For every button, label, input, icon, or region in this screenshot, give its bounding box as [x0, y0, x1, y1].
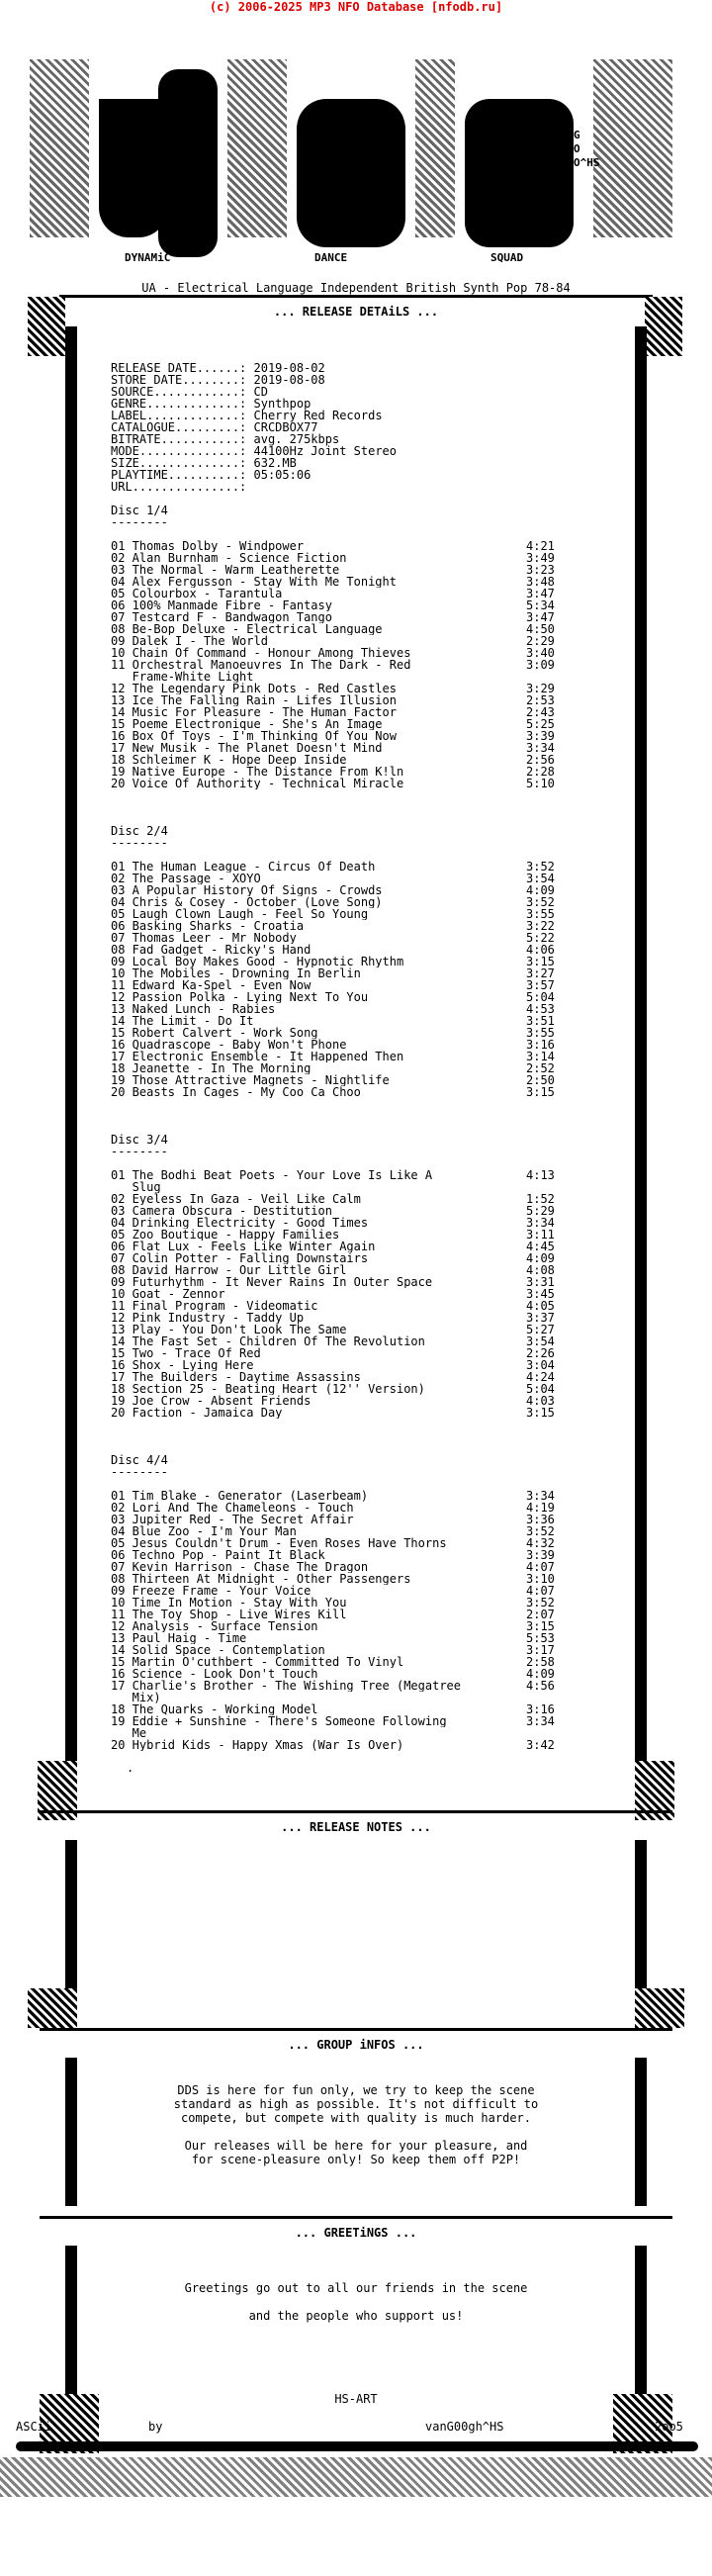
track-title: 04 Chris & Cosey - October (Love Song) [111, 896, 383, 908]
logo-word-dynamic: DYNAMiC [125, 251, 171, 264]
track-duration: 3:29 [526, 682, 555, 695]
track-duration: 3:34 [526, 1489, 555, 1503]
track-duration: 4:09 [526, 883, 555, 897]
track-duration: 3:52 [526, 1596, 555, 1610]
details-section-label: ... RELEASE DETAiLS ... [273, 305, 439, 319]
track-title: 03 Camera Obscura - Destitution [111, 1205, 332, 1217]
side-tag-2: O [574, 142, 580, 155]
track-title: 12 Pink Industry - Taddy Up [111, 1312, 305, 1324]
track-duration: 3:27 [526, 966, 555, 980]
track-duration: 3:40 [526, 646, 555, 660]
track-duration: 4:13 [526, 1168, 555, 1182]
footer-artist: vanG00gh^HS [425, 2420, 504, 2434]
track-duration: 4:03 [526, 1394, 555, 1408]
track-row [111, 1407, 605, 1419]
track-title: 18 Schleimer K - Hope Deep Inside [111, 754, 347, 766]
track-title: 06 Flat Lux - Feels Like Winter Again [111, 1241, 376, 1252]
track-title: 10 Time In Motion - Stay With You [111, 1597, 347, 1609]
track-title: 06 Techno Pop - Paint It Black [111, 1549, 325, 1561]
track-title: 03 Jupiter Red - The Secret Affair [111, 1514, 354, 1525]
detail-key: URL...............: [111, 480, 247, 494]
track-duration: 3:22 [526, 919, 555, 933]
track-duration: 3:09 [526, 658, 555, 672]
track-title: 02 Eyeless In Gaza - Veil Like Calm [111, 1193, 361, 1205]
disc-title: Disc 1/4 [111, 504, 168, 517]
detail-value: 05:05:06 [246, 468, 312, 482]
greetings-line-2: and the people who support us! [248, 2309, 464, 2323]
track-row [111, 659, 605, 671]
disc-underline: -------- [111, 836, 168, 850]
track-title: 04 Alex Fergusson - Stay With Me Tonight [111, 576, 397, 588]
track-title: Frame-White Light [111, 671, 254, 683]
track-title: 12 Analysis - Surface Tension [111, 1620, 318, 1632]
disc-underline: -------- [111, 515, 168, 529]
track-duration: 4:50 [526, 622, 555, 636]
track-duration: 5:22 [526, 931, 555, 945]
track-duration: 2:53 [526, 693, 555, 707]
track-title: 10 Goat - Zennor [111, 1288, 225, 1300]
track-duration: 2:29 [526, 634, 555, 648]
track-title: 16 Shox - Lying Here [111, 1359, 254, 1371]
track-duration: 3:54 [526, 872, 555, 885]
footer-ascii: ASCii [16, 2420, 52, 2434]
track-duration: 2:26 [526, 1346, 555, 1360]
greetings-section-label: ... GREETiNGS ... [295, 2226, 417, 2240]
track-title: 03 A Popular History Of Signs - Crowds [111, 884, 383, 896]
track-title: 10 The Mobiles - Drowning In Berlin [111, 967, 361, 979]
track-duration: 3:11 [526, 1228, 555, 1242]
track-title: 05 Colourbox - Tarantula [111, 588, 283, 599]
track-title: 06 100% Manmade Fibre - Fantasy [111, 599, 332, 611]
track-title: 20 Voice Of Authority - Technical Miracle [111, 778, 404, 789]
track-title: 19 Eddie + Sunshine - There's Someone Following [111, 1715, 447, 1727]
track-duration: 3:55 [526, 907, 555, 921]
track-duration: 3:42 [526, 1738, 555, 1752]
detail-key: SOURCE............: [111, 385, 247, 399]
copyright-header: (c) 2006-2025 MP3 NFO Database [nfodb.ru] [209, 0, 503, 14]
track-title: 08 Thirteen At Midnight - Other Passengers [111, 1573, 411, 1585]
track-duration: 2:07 [526, 1608, 555, 1621]
track-title: 11 Final Program - Videomatic [111, 1300, 318, 1312]
track-row [111, 778, 605, 789]
footer-by: by [148, 2420, 163, 2434]
track-duration: 2:52 [526, 1061, 555, 1075]
track-duration: 3:14 [526, 1050, 555, 1063]
track-duration: 3:57 [526, 978, 555, 992]
disc-title: Disc 2/4 [111, 824, 168, 838]
track-duration: 4:24 [526, 1370, 555, 1384]
track-duration: 3:39 [526, 729, 555, 743]
track-title: 04 Blue Zoo - I'm Your Man [111, 1525, 297, 1537]
track-duration: 5:53 [526, 1631, 555, 1645]
detail-key: SIZE..............: [111, 456, 247, 470]
track-title: 17 Electronic Ensemble - It Happened Then [111, 1051, 404, 1062]
detail-value: avg. 275kbps [246, 432, 340, 446]
track-duration: 3:15 [526, 1085, 555, 1099]
track-duration: 2:43 [526, 705, 555, 719]
track-duration: 3:54 [526, 1334, 555, 1348]
detail-value: 2019-08-02 [246, 361, 325, 375]
track-title: 08 David Harrow - Our Little Girl [111, 1264, 347, 1276]
track-duration: 3:52 [526, 895, 555, 909]
detail-row [111, 481, 605, 493]
logo-word-dance: DANCE [314, 251, 348, 264]
track-title: 08 Be-Bop Deluxe - Electrical Language [111, 623, 383, 635]
side-tag-3: O^HS [574, 156, 600, 169]
track-title: 09 Futurhythm - It Never Rains In Outer Space [111, 1276, 433, 1288]
track-title: 12 Passion Polka - Lying Next To You [111, 991, 369, 1003]
track-title: 17 The Builders - Daytime Assassins [111, 1371, 361, 1383]
detail-value: 632.MB [246, 456, 297, 470]
track-title: 02 Lori And The Chameleons - Touch [111, 1502, 354, 1514]
detail-key: GENRE.............: [111, 397, 247, 411]
detail-key: MODE..............: [111, 444, 247, 458]
disc-title: Disc 4/4 [111, 1453, 168, 1467]
detail-key: PLAYTIME..........: [111, 468, 247, 482]
track-duration: 3:15 [526, 955, 555, 968]
track-duration: 4:45 [526, 1240, 555, 1253]
track-title: 09 Freeze Frame - Your Voice [111, 1585, 312, 1597]
track-duration: 3:49 [526, 551, 555, 565]
disc-underline: -------- [111, 1465, 168, 1479]
track-title: Mix) [111, 1692, 161, 1703]
release-details [111, 362, 605, 493]
track-title: 13 Ice The Falling Rain - Lifes Illusion [111, 694, 397, 706]
track-row [111, 1680, 605, 1692]
track-duration: 5:29 [526, 1204, 555, 1218]
detail-value: Cherry Red Records [246, 409, 383, 422]
track-title: 07 Testcard F - Bandwagon Tango [111, 611, 332, 623]
detail-key: LABEL.............: [111, 409, 247, 422]
track-duration: 3:45 [526, 1287, 555, 1301]
track-title: 01 Tim Blake - Generator (Laserbeam) [111, 1490, 369, 1502]
notes-section-label: ... RELEASE NOTES ... [281, 1820, 431, 1834]
track-title: 01 The Bodhi Beat Poets - Your Love Is Like A [111, 1169, 433, 1181]
track-title: 07 Kevin Harrison - Chase The Dragon [111, 1561, 369, 1573]
track-title: 19 Joe Crow - Absent Friends [111, 1395, 312, 1407]
track-duration: 3:16 [526, 1702, 555, 1716]
track-title: 12 The Legendary Pink Dots - Red Castles [111, 683, 397, 694]
track-title: 10 Chain Of Command - Honour Among Thieves [111, 647, 411, 659]
track-title: 03 The Normal - Warm Leatherette [111, 564, 340, 576]
track-duration: 4:09 [526, 1251, 555, 1265]
track-title: 13 Play - You Don't Look The Same [111, 1324, 347, 1335]
detail-key: RELEASE DATE......: [111, 361, 247, 375]
track-title: 15 Martin O'cuthbert - Committed To Vinyl [111, 1656, 404, 1668]
track-title: 20 Hybrid Kids - Happy Xmas (War Is Over) [111, 1739, 404, 1751]
track-row [111, 1086, 605, 1098]
track-duration: 3:37 [526, 1311, 555, 1325]
track-title: 09 Dalek I - The World [111, 635, 268, 647]
dds-logo [0, 40, 712, 287]
greetings-line-1: Greetings go out to all our friends in the scene [184, 2281, 528, 2295]
track-title: 18 Section 25 - Beating Heart (12'' Version) [111, 1383, 425, 1395]
track-title: 05 Zoo Boutique - Happy Families [111, 1229, 340, 1241]
track-title: 17 New Musik - The Planet Doesn't Mind [111, 742, 383, 754]
logo-word-squad: SQUAD [490, 251, 524, 264]
detail-key: CATALOGUE.........: [111, 420, 247, 434]
track-title: 13 Paul Haig - Time [111, 1632, 247, 1644]
track-title: 06 Basking Sharks - Croatia [111, 920, 305, 932]
track-duration: 3:16 [526, 1038, 555, 1052]
track-title: 01 The Human League - Circus Of Death [111, 861, 376, 873]
track-duration: 4:21 [526, 539, 555, 553]
track-title: 19 Native Europe - The Distance From K!ln [111, 766, 404, 778]
track-title: 07 Colin Potter - Falling Downstairs [111, 1252, 369, 1264]
track-duration: 2:58 [526, 1655, 555, 1669]
track-duration: 3:34 [526, 741, 555, 755]
release-notes-body: . [127, 1761, 134, 1775]
track-title: 17 Charlie's Brother - The Wishing Tree (Megatree [111, 1680, 462, 1692]
track-duration: 3:31 [526, 1275, 555, 1289]
detail-value: Synthpop [246, 397, 312, 411]
track-duration: 1:52 [526, 1192, 555, 1206]
track-duration: 2:28 [526, 765, 555, 779]
track-title: 15 Poeme Electronique - She's An Image [111, 718, 383, 730]
track-duration: 3:36 [526, 1513, 555, 1526]
track-title: 13 Naked Lunch - Rabies [111, 1003, 276, 1015]
track-duration: 4:05 [526, 1299, 555, 1313]
detail-key: BITRATE...........: [111, 432, 247, 446]
track-duration: 4:56 [526, 1679, 555, 1693]
track-title: 07 Thomas Leer - Mr Nobody [111, 932, 297, 944]
track-duration: 3:17 [526, 1643, 555, 1657]
track-row [111, 1715, 605, 1727]
track-duration: 4:09 [526, 1667, 555, 1681]
track-title: 18 Jeanette - In The Morning [111, 1062, 312, 1074]
detail-key: STORE DATE........: [111, 373, 247, 387]
tracklist [111, 505, 605, 1751]
detail-value: 44100Hz Joint Stereo [246, 444, 397, 458]
track-duration: 3:34 [526, 1714, 555, 1728]
footer-year: 2oo5 [655, 2420, 683, 2434]
track-title: 11 The Toy Shop - Live Wires Kill [111, 1609, 347, 1620]
track-duration: 5:34 [526, 598, 555, 612]
track-title: 02 Alan Burnham - Science Fiction [111, 552, 347, 564]
detail-value: CD [246, 385, 268, 399]
disc-title: Disc 3/4 [111, 1133, 168, 1147]
track-duration: 4:06 [526, 943, 555, 957]
track-title: 15 Robert Calvert - Work Song [111, 1027, 318, 1039]
track-duration: 2:56 [526, 753, 555, 767]
track-title: 01 Thomas Dolby - Windpower [111, 540, 305, 552]
track-duration: 3:34 [526, 1216, 555, 1230]
disc-underline: -------- [111, 1145, 168, 1158]
side-tag-1: G [574, 129, 580, 141]
track-title: 16 Quadrascope - Baby Won't Phone [111, 1039, 347, 1051]
track-title: 14 The Fast Set - Children Of The Revolution [111, 1335, 425, 1347]
track-duration: 4:32 [526, 1536, 555, 1550]
track-duration: 3:15 [526, 1619, 555, 1633]
track-title: 11 Orchestral Manoeuvres In The Dark - Red [111, 659, 411, 671]
track-title: 05 Laugh Clown Laugh - Feel So Young [111, 908, 369, 920]
track-duration: 3:52 [526, 1524, 555, 1538]
track-duration: 3:15 [526, 1406, 555, 1420]
track-duration: 3:55 [526, 1026, 555, 1040]
track-row [111, 1169, 605, 1181]
track-duration: 3:47 [526, 610, 555, 624]
track-title: Slug [111, 1181, 161, 1193]
track-duration: 3:52 [526, 860, 555, 874]
track-duration: 3:47 [526, 587, 555, 600]
track-row [111, 1739, 605, 1751]
track-duration: 3:51 [526, 1014, 555, 1028]
track-title: 20 Faction - Jamaica Day [111, 1407, 283, 1419]
track-title: 14 Music For Pleasure - The Human Factor [111, 706, 397, 718]
track-title: 14 Solid Space - Contemplation [111, 1644, 325, 1656]
track-title: 14 The Limit - Do It [111, 1015, 254, 1027]
track-duration: 3:10 [526, 1572, 555, 1586]
track-duration: 3:39 [526, 1548, 555, 1562]
track-title: 16 Science - Look Don't Touch [111, 1668, 318, 1680]
detail-value: CRCDBOX77 [246, 420, 318, 434]
track-duration: 5:10 [526, 777, 555, 790]
track-duration: 5:04 [526, 990, 555, 1004]
track-duration: 4:07 [526, 1584, 555, 1598]
track-duration: 3:04 [526, 1358, 555, 1372]
group-info-para-1: DDS is here for fun only, we try to keep the scene standard as high as possible. It's not difficult to compete, but compete with quality is much harder. [173, 2083, 539, 2125]
track-title: 04 Drinking Electricity - Good Times [111, 1217, 369, 1229]
hs-art-label: HS-ART [334, 2392, 378, 2406]
track-title: Me [111, 1727, 147, 1739]
track-title: 08 Fad Gadget - Ricky's Hand [111, 944, 312, 956]
track-title: 05 Jesus Couldn't Drum - Even Roses Have Thorns [111, 1537, 447, 1549]
group-info-para-2: Our releases will be here for your pleasure, and for scene-pleasure only! So keep them off P2P! [184, 2139, 528, 2166]
track-duration: 2:50 [526, 1073, 555, 1087]
track-duration: 4:07 [526, 1560, 555, 1574]
track-duration: 4:08 [526, 1263, 555, 1277]
track-duration: 5:27 [526, 1323, 555, 1336]
track-title: 16 Box Of Toys - I'm Thinking Of You Now [111, 730, 397, 742]
track-duration: 4:53 [526, 1002, 555, 1016]
track-title: 09 Local Boy Makes Good - Hypnotic Rhythm [111, 956, 404, 967]
track-duration: 3:48 [526, 575, 555, 589]
track-duration: 3:23 [526, 563, 555, 577]
detail-value [246, 480, 253, 494]
track-duration: 4:19 [526, 1501, 555, 1515]
group-section-label: ... GROUP iNFOS ... [288, 2038, 424, 2052]
track-title: 20 Beasts In Cages - My Coo Ca Choo [111, 1086, 361, 1098]
track-duration: 5:25 [526, 717, 555, 731]
track-title: 19 Those Attractive Magnets - Nightlife [111, 1074, 390, 1086]
track-title: 18 The Quarks - Working Model [111, 1703, 318, 1715]
track-duration: 5:04 [526, 1382, 555, 1396]
release-title: UA - Electrical Language Independent British Synth Pop 78-84 [141, 281, 571, 295]
track-title: 15 Two - Trace Of Red [111, 1347, 261, 1359]
track-title: 02 The Passage - XOYO [111, 873, 261, 884]
track-title: 11 Edward Ka-Spel - Even Now [111, 979, 312, 991]
detail-value: 2019-08-08 [246, 373, 325, 387]
